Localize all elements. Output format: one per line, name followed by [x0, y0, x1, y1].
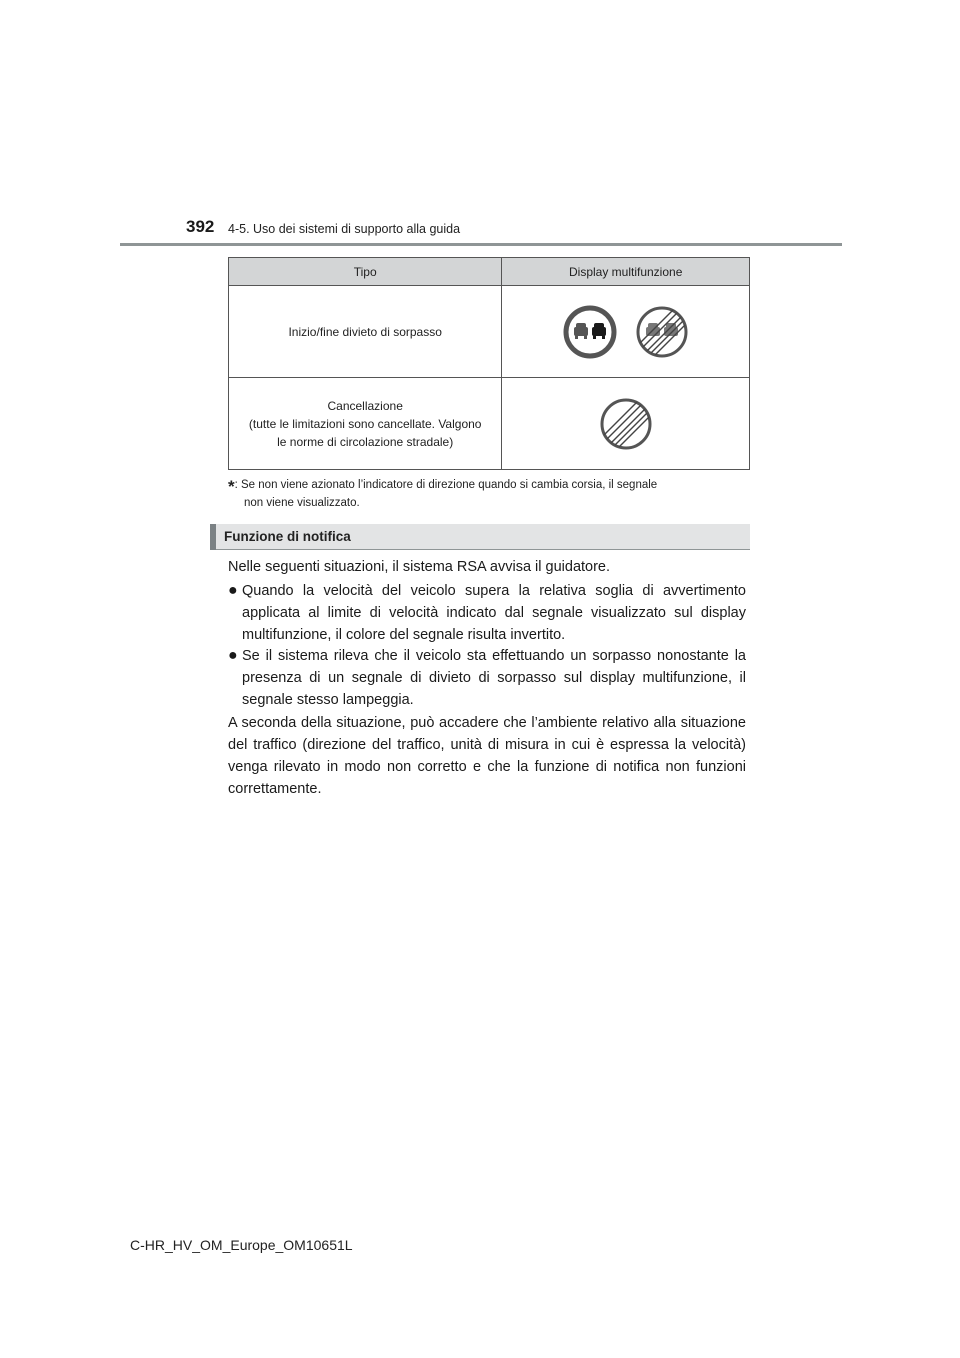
bullet-text: Quando la velocità del veicolo supera la relativa soglia di avvertimento applicata al limite di velocità indicato dal segnale visualizzato sul display multifunzione, il colore del segnale risulta invertito.: [242, 583, 746, 643]
bullet-icon: ●: [228, 582, 238, 599]
bullet-icon: ●: [228, 647, 238, 664]
signs-table: [228, 257, 750, 470]
footnote: [228, 477, 746, 512]
subheading-box: [210, 524, 750, 550]
type-label: Inizio/fine divieto di sorpasso: [288, 324, 442, 339]
footnote-line1: : Se non viene azionato l’indicatore di direzione quando si cambia corsia, il segnale: [234, 479, 658, 491]
no-overtaking-sign-icon: [563, 305, 617, 359]
type-label-line: (tutte le limitazioni sono cancellate. Valgono: [248, 416, 482, 431]
type-cell: [229, 378, 502, 470]
bullet-text: Se il sistema rileva che il veicolo sta effettuando un sorpasso nonostante la presenza di un segnale di divieto di sorpasso sul display multifunzione, il segnale stesso lampeggia.: [242, 648, 746, 708]
footnote-marker: *: [228, 477, 235, 496]
list-item: [228, 580, 746, 646]
type-label-line: le norme di circolazione stradale): [277, 434, 454, 449]
display-cell: [502, 286, 750, 378]
end-no-overtaking-sign-icon: [635, 305, 689, 359]
display-cell: [502, 378, 750, 470]
end-all-restrictions-sign-icon: [599, 397, 653, 451]
table-header-row: [229, 258, 750, 286]
subheading: Funzione di notifica: [224, 529, 351, 544]
footnote-line2: non viene visualizzato.: [244, 497, 360, 509]
type-cell: [229, 286, 502, 378]
section-title: 4-5. Uso dei sistemi di supporto alla guida: [228, 222, 461, 236]
table-row: [229, 286, 750, 378]
header-rule: [120, 243, 842, 246]
subheading-accent-bar: [210, 524, 216, 550]
page-number: 392: [186, 217, 215, 236]
intro-paragraph: Nelle seguenti situazioni, il sistema RSA avvisa il guidatore.: [228, 559, 611, 575]
document-code: C-HR_HV_OM_Europe_OM10651L: [130, 1237, 353, 1253]
list-item: [228, 645, 746, 711]
column-header-display: Display multifunzione: [502, 258, 750, 286]
table-row: [229, 378, 750, 470]
closing-paragraph: A seconda della situazione, può accadere che l’ambiente relativo alla situazione del traffico (direzione del traffico, unità di misura in cui è espressa la velocità) venga rilevato in modo non corretto e che la funzione di notifica non funzioni correttamente.: [228, 715, 746, 797]
type-label-line: Cancellazione: [327, 398, 403, 413]
column-header-tipo: Tipo: [229, 258, 502, 286]
